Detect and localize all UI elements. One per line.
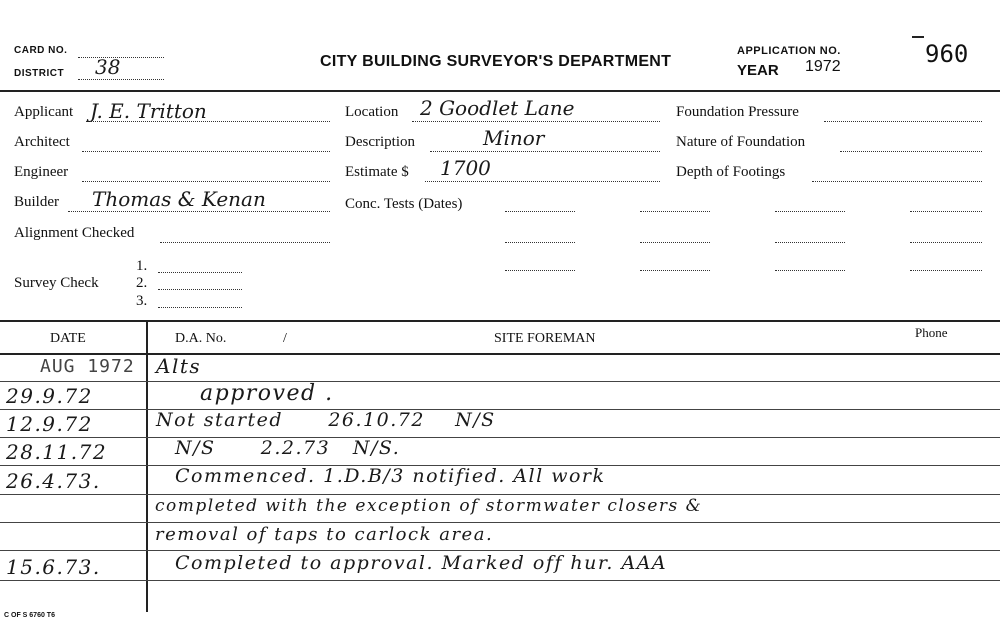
description-value: Minor bbox=[483, 126, 545, 150]
table-row-date: AUG 1972 bbox=[40, 356, 135, 377]
foundation-pressure-label: Foundation Pressure bbox=[676, 104, 799, 120]
application-no-value: 960 bbox=[925, 40, 969, 68]
row-rule-5 bbox=[0, 494, 1000, 495]
nature-of-foundation-line bbox=[840, 151, 982, 152]
estimate-label: Estimate $ bbox=[345, 164, 409, 180]
architect-label: Architect bbox=[14, 134, 70, 150]
table-row-date: 12.9.72 bbox=[6, 412, 93, 436]
department-title: CITY BUILDING SURVEYOR'S DEPARTMENT bbox=[320, 53, 672, 70]
table-row-entry: Not started 26.10.72 N/S bbox=[156, 409, 496, 431]
conc-line-r3-c4 bbox=[910, 270, 982, 271]
site-foreman-header: SITE FOREMAN bbox=[494, 331, 596, 346]
alignment-line bbox=[160, 242, 330, 243]
location-label: Location bbox=[345, 104, 399, 120]
table-row-entry: removal of taps to carlock area. bbox=[155, 524, 494, 545]
district-value: 38 bbox=[95, 55, 121, 79]
year-label: YEAR bbox=[737, 62, 779, 79]
table-row-entry: approved . bbox=[200, 381, 334, 406]
estimate-value: 1700 bbox=[440, 156, 491, 180]
conc-line-r3-c1 bbox=[505, 270, 575, 271]
header-divider bbox=[0, 90, 1000, 92]
conc-line-r2-c1 bbox=[505, 242, 575, 243]
description-line bbox=[430, 151, 660, 152]
builder-label: Builder bbox=[14, 194, 59, 210]
table-row-entry: N/S 2.2.73 N/S. bbox=[175, 437, 401, 459]
engineer-label: Engineer bbox=[14, 164, 69, 180]
conc-line-r1-c4 bbox=[910, 211, 982, 212]
table-row-entry: Commenced. 1.D.B/3 notified. All work bbox=[175, 465, 606, 487]
architect-line bbox=[82, 151, 330, 152]
conc-line-r1-c3 bbox=[775, 211, 845, 212]
da-no-slash: / bbox=[283, 331, 287, 346]
da-no-header: D.A. No. bbox=[175, 331, 227, 346]
row-rule-2 bbox=[0, 409, 1000, 410]
foundation-pressure-line bbox=[824, 121, 982, 122]
application-no-label: APPLICATION NO. bbox=[737, 45, 841, 57]
survey-item-2: 2. bbox=[136, 275, 148, 291]
survey-line-3 bbox=[158, 307, 242, 308]
row-rule-1 bbox=[0, 381, 1000, 382]
table-header-rule bbox=[0, 353, 1000, 355]
engineer-line bbox=[82, 181, 330, 182]
table-row-entry: Completed to approval. Marked off hur. AAA bbox=[175, 552, 668, 574]
nature-of-foundation-label: Nature of Foundation bbox=[676, 134, 806, 150]
table-row-date: 28.11.72 bbox=[6, 440, 108, 464]
application-mark bbox=[912, 36, 924, 38]
date-header: DATE bbox=[50, 331, 86, 346]
applicant-value: J. E. Tritton bbox=[90, 99, 207, 123]
survey-item-1: 1. bbox=[136, 258, 148, 274]
district-line bbox=[78, 79, 164, 80]
builder-value: Thomas & Kenan bbox=[92, 187, 266, 211]
survey-item-3: 3. bbox=[136, 293, 148, 309]
year-value: 1972 bbox=[805, 58, 841, 75]
survey-line-2 bbox=[158, 289, 242, 290]
phone-header: Phone bbox=[915, 325, 948, 340]
applicant-label: Applicant bbox=[14, 104, 74, 120]
conc-line-r2-c4 bbox=[910, 242, 982, 243]
conc-line-r2-c3 bbox=[775, 242, 845, 243]
row-rule-7 bbox=[0, 550, 1000, 551]
date-column-divider bbox=[146, 320, 148, 612]
conc-line-r3-c2 bbox=[640, 270, 710, 271]
row-rule-6 bbox=[0, 522, 1000, 523]
depth-of-footings-line bbox=[812, 181, 982, 182]
table-row-date: 15.6.73. bbox=[6, 555, 101, 579]
estimate-line bbox=[425, 181, 660, 182]
district-label: DISTRICT bbox=[14, 68, 65, 79]
table-row-entry: Alts bbox=[156, 354, 202, 378]
conc-tests-label: Conc. Tests (Dates) bbox=[345, 196, 463, 212]
depth-of-footings-label: Depth of Footings bbox=[676, 164, 786, 180]
description-label: Description bbox=[345, 134, 415, 150]
row-rule-3 bbox=[0, 437, 1000, 438]
row-rule-8 bbox=[0, 580, 1000, 581]
survey-line-1 bbox=[158, 272, 242, 273]
alignment-label: Alignment Checked bbox=[14, 225, 135, 241]
survey-check-label: Survey Check bbox=[14, 275, 99, 291]
conc-line-r2-c2 bbox=[640, 242, 710, 243]
conc-line-r3-c3 bbox=[775, 270, 845, 271]
location-value: 2 Goodlet Lane bbox=[420, 96, 575, 120]
table-row-entry: completed with the exception of stormwater closers & bbox=[155, 496, 703, 516]
card-no-line bbox=[78, 57, 164, 58]
location-line bbox=[412, 121, 660, 122]
conc-line-r1-c1 bbox=[505, 211, 575, 212]
table-row-date: 26.4.73. bbox=[6, 469, 101, 493]
form-code: C OF S 6760 T6 bbox=[4, 612, 55, 619]
card-no-label: CARD NO. bbox=[14, 45, 68, 56]
conc-line-r1-c2 bbox=[640, 211, 710, 212]
builder-line bbox=[68, 211, 330, 212]
table-row-date: 29.9.72 bbox=[6, 384, 93, 408]
table-top-rule bbox=[0, 320, 1000, 322]
